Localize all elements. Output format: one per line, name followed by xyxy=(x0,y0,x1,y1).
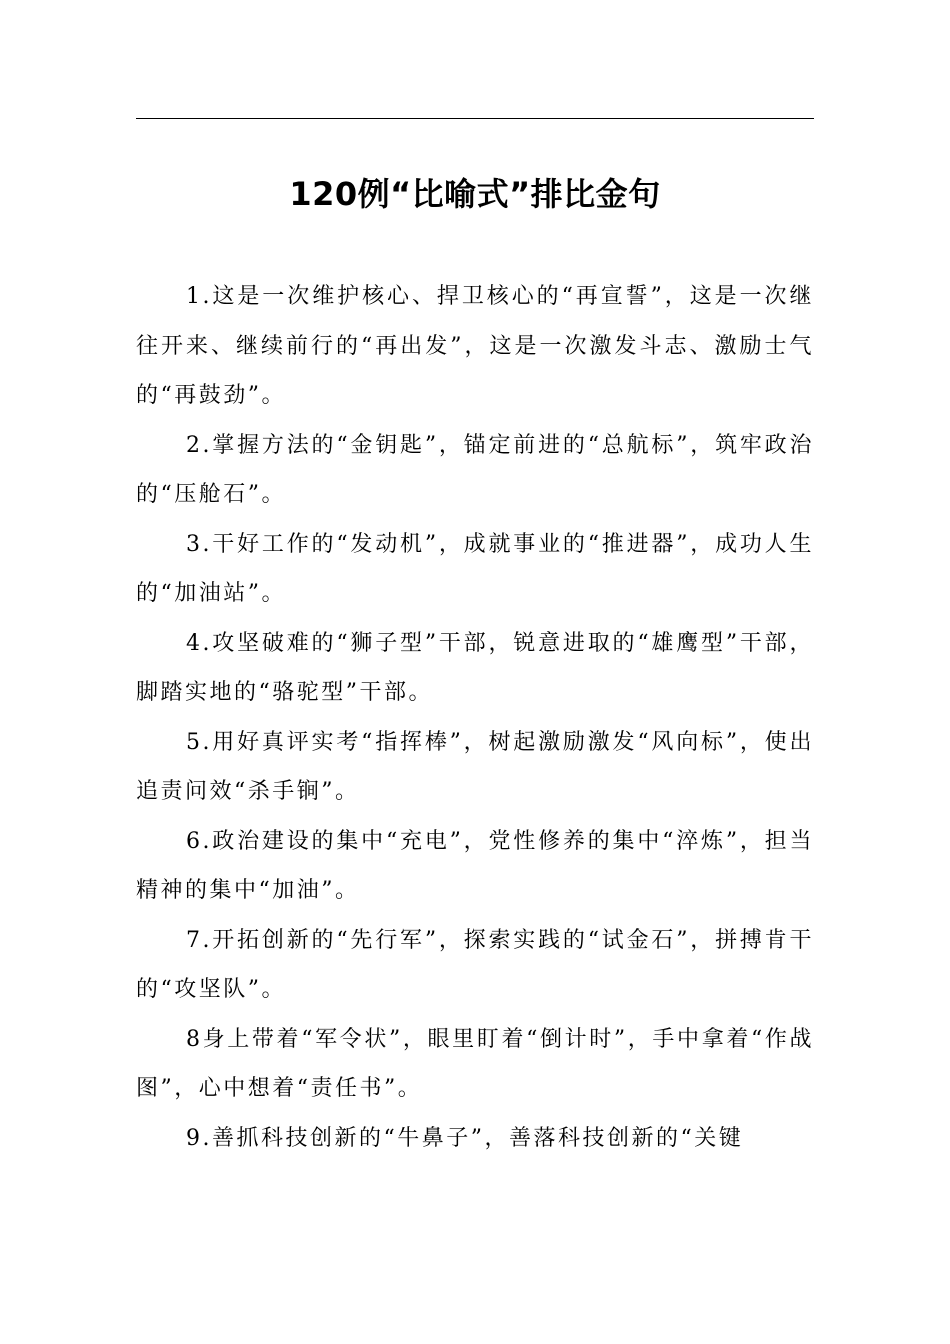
paragraph-8: 8身上带着“军令状”，眼里盯着“倒计时”，手中拿着“作战图”，心中想着“责任书”。 xyxy=(136,1026,814,1101)
paragraph-7: 7.开拓创新的“先行军”，探索实践的“试金石”，拼搏肯干的“攻坚队”。 xyxy=(136,927,814,1002)
paragraph-2: 2.掌握方法的“金钥匙”，锚定前进的“总航标”，筑牢政治的“压舱石”。 xyxy=(136,432,814,507)
paragraph-5: 5.用好真评实考“指挥棒”，树起激励激发“风向标”，使出追责问效“杀手锏”。 xyxy=(136,729,814,804)
paragraph-1: 1.这是一次维护核心、捍卫核心的“再宣誓”，这是一次继往开来、继续前行的“再出发”，这是一次激发斗志、激励士气的“再鼓劲”。 xyxy=(136,284,814,408)
paragraph-9: 9.善抓科技创新的“牛鼻子”，善落科技创新的“关键 xyxy=(186,1125,744,1151)
document-title: 120例“比喻式”排比金句 xyxy=(289,175,661,213)
header-rule xyxy=(136,118,814,119)
paragraph-3: 3.干好工作的“发动机”，成就事业的“推进器”，成功人生的“加油站”。 xyxy=(136,531,814,606)
paragraph-6: 6.政治建设的集中“充电”，党性修养的集中“淬炼”，担当精神的集中“加油”。 xyxy=(136,828,814,903)
document-body xyxy=(136,272,814,1163)
paragraph-4: 4.攻坚破难的“狮子型”干部，锐意进取的“雄鹰型”干部，脚踏实地的“骆驼型”干部。 xyxy=(136,630,814,705)
